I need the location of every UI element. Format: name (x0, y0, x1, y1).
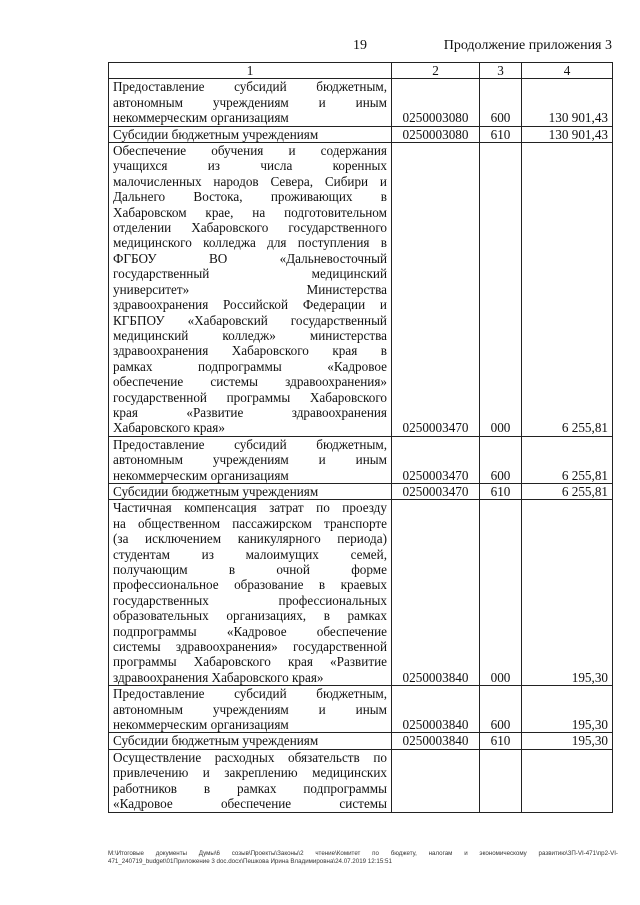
description-line: Частичная компенсация затрат по проезду (113, 500, 387, 516)
description-line: «Кадровое обеспечение системы (113, 796, 387, 812)
description-line: Субсидии бюджетным учреждениям (113, 126, 319, 142)
description-line: Дальнего Востока, проживающих в (113, 189, 387, 205)
table-row (109, 749, 613, 812)
row-amount: 6 255,81 (522, 143, 613, 437)
row-description (109, 436, 392, 483)
description-line: Предоставление субсидий бюджетным, (113, 686, 387, 702)
row-type: 600 (480, 436, 522, 483)
row-description (109, 143, 392, 437)
row-code: 0250003840 (392, 500, 480, 686)
table-row (109, 436, 613, 483)
row-type: 610 (480, 483, 522, 499)
row-type: 610 (480, 126, 522, 142)
description-line: автономным учреждениям и иным (113, 701, 387, 717)
description-line: подпрограммы «Кадровое обеспечение (113, 623, 387, 639)
description-line: Хабаровского края» (113, 420, 225, 436)
row-type: 000 (480, 143, 522, 437)
description-line: получающим в очной форме (113, 562, 387, 577)
row-description (109, 686, 392, 733)
row-code: 0250003470 (392, 483, 480, 499)
description-line: здравоохранения Хабаровского края в (113, 343, 387, 359)
description-line: Предоставление субсидий бюджетным, (113, 436, 387, 452)
description-line: университет» Министерства (113, 281, 387, 297)
description-line: медицинского колледжа для поступления в (113, 235, 387, 251)
description-line: профессиональное образование в краевых (113, 577, 387, 593)
description-line: автономным учреждениям и иным (113, 452, 387, 468)
description-line: государственных профессиональных (113, 592, 387, 608)
table-row (109, 79, 613, 126)
continuation-label: Продолжение приложения 3 (443, 38, 612, 53)
description-line: системы здравоохранения» государственной (113, 639, 387, 655)
description-line: здравоохранения Хабаровского края» (113, 669, 324, 685)
column-header-2: 2 (392, 63, 480, 79)
row-amount: 195,30 (522, 500, 613, 686)
row-type: 000 (480, 500, 522, 686)
description-line: некоммерческим организациям (113, 467, 289, 483)
table-row (109, 126, 613, 142)
description-line: Предоставление субсидий бюджетным, (113, 79, 387, 95)
description-line: работников в рамках подпрограммы (113, 780, 387, 796)
row-code: 0250003080 (392, 79, 480, 126)
row-amount (522, 749, 613, 812)
row-code: 0250003080 (392, 126, 480, 142)
description-line: рамках подпрограммы «Кадровое (113, 358, 387, 374)
description-line: государственный медицинский (113, 266, 387, 282)
description-line: медицинский колледж» министерства (113, 327, 387, 343)
table-row (109, 143, 613, 437)
table-row (109, 483, 613, 499)
description-line: Субсидии бюджетным учреждениям (113, 733, 319, 749)
column-header-3: 3 (480, 63, 522, 79)
description-line: Хабаровском крае, на подготовительном (113, 204, 387, 220)
description-line: Обеспечение обучения и содержания (113, 143, 387, 159)
row-amount: 6 255,81 (522, 483, 613, 499)
row-amount: 130 901,43 (522, 79, 613, 126)
table-header-row (109, 63, 613, 79)
description-line: образовательных организациях, в рамках (113, 608, 387, 624)
row-type (480, 749, 522, 812)
table-row (109, 686, 613, 733)
description-line: Осуществление расходных обязательств по (113, 749, 387, 765)
row-code: 0250003840 (392, 686, 480, 733)
budget-table (108, 62, 613, 813)
description-line: автономным учреждениям и иным (113, 94, 387, 110)
description-line: на общественном пассажирском транспорте (113, 515, 387, 531)
column-header-1: 1 (109, 63, 392, 79)
row-code: 0250003840 (392, 733, 480, 749)
description-line: здравоохранения Российской Федерации и (113, 297, 387, 313)
description-line: отделении Хабаровского государственного (113, 220, 387, 236)
row-amount: 130 901,43 (522, 126, 613, 142)
row-amount: 195,30 (522, 733, 613, 749)
row-type: 600 (480, 686, 522, 733)
row-description (109, 733, 392, 749)
table-row (109, 733, 613, 749)
row-amount: 6 255,81 (522, 436, 613, 483)
column-header-4: 4 (522, 63, 613, 79)
description-line: края «Развитие здравоохранения (113, 404, 387, 420)
row-description (109, 749, 392, 812)
description-line: некоммерческим организациям (113, 717, 289, 733)
description-line: учащихся из числа коренных (113, 158, 387, 174)
row-amount: 195,30 (522, 686, 613, 733)
row-code (392, 749, 480, 812)
description-line: привлечению и закреплению медицинских (113, 765, 387, 781)
row-code: 0250003470 (392, 436, 480, 483)
description-line: обеспечение системы здравоохранения» (113, 374, 387, 390)
description-line: Субсидии бюджетным учреждениям (113, 483, 319, 499)
description-line: некоммерческим организациям (113, 110, 289, 126)
row-description (109, 483, 392, 499)
description-line: КГБПОУ «Хабаровский государственный (113, 312, 387, 328)
description-line: государственной программы Хабаровского (113, 389, 387, 405)
description-line: малочисленных народов Севера, Сибири и (113, 173, 387, 189)
document-path-footer: М:\Итоговые документы Думы\6 созыв\Проекты\Законы\2 чтение\Комитет по бюджету, налогам и экономическому развитию\ЗП-VI-471\пр2-VI-471_240719_budget\01Приложение 3 doc.docx\Пешкова Ирина Владимировна\24.07.2019 12:15:51 (108, 850, 618, 865)
row-code: 0250003470 (392, 143, 480, 437)
row-description (109, 126, 392, 142)
description-line: студентам из малоимущих семей, (113, 546, 387, 562)
description-line: ФГБОУ ВО «Дальневосточный (113, 250, 387, 266)
table-row (109, 500, 613, 686)
row-type: 610 (480, 733, 522, 749)
row-description (109, 79, 392, 126)
page-number: 19 (353, 38, 367, 53)
description-line: программы Хабаровского края «Развитие (113, 654, 387, 670)
row-description (109, 500, 392, 686)
row-type: 600 (480, 79, 522, 126)
description-line: (за исключением каникулярного периода) (113, 531, 387, 547)
